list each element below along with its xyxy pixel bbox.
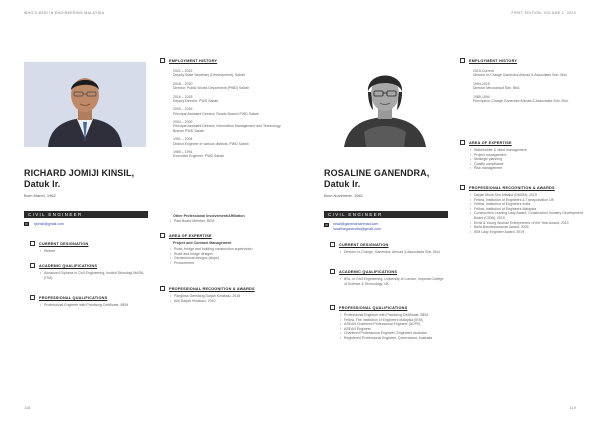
list-item: • Quality compliance bbox=[474, 162, 580, 167]
section-employment bbox=[160, 58, 280, 66]
section-marker bbox=[460, 58, 465, 63]
section-marker bbox=[30, 241, 35, 246]
email-icon: ✉ bbox=[325, 222, 328, 227]
section-title: PROFESSIONAL QUALIFICATIONS bbox=[39, 295, 108, 300]
running-head: WHO'S WHO IN ENGINEERING MALAYSIA bbox=[24, 11, 105, 15]
section-title: EMPLOYMENT HISTORY bbox=[469, 58, 518, 63]
section-marker bbox=[160, 286, 165, 291]
section-marker bbox=[330, 242, 335, 247]
name-line-1: RICHARD JOMIJI KINSIL, bbox=[24, 168, 135, 178]
list-item: • Registered Professional Engineer, Queensland, Australia bbox=[344, 336, 445, 341]
section-current-designation bbox=[30, 241, 145, 254]
section-marker bbox=[460, 140, 465, 145]
page-number: 118 bbox=[24, 405, 31, 410]
involvement-list bbox=[160, 219, 280, 224]
list-item: • ASEAN Chartered Professional Engineer (ACPE) bbox=[344, 322, 445, 327]
section-marker bbox=[330, 305, 335, 310]
name-line-1: ROSALINE GANENDRA, bbox=[324, 168, 430, 178]
person-name bbox=[24, 168, 149, 189]
birth-date: Born March, 1962 bbox=[24, 193, 56, 198]
list-item: • Construction Leading Lady Award, Construction Industry Development Board (CIDB), 2019 bbox=[474, 211, 585, 220]
email-link[interactable]: rjkinsil@gmail.com bbox=[34, 222, 65, 226]
section-academic bbox=[30, 263, 145, 280]
employment-item: 2021 – 2022 Deputy State Secretary (Development), Sabah bbox=[173, 69, 246, 78]
employment-list bbox=[173, 69, 281, 163]
employment-item: 2016 – 2018 Deputy Director, PWD Sabah bbox=[173, 94, 219, 103]
section-title: PROFESSIONAL QUALIFICATIONS bbox=[339, 305, 408, 310]
list-item: • Road, bridge and building construction supervision bbox=[174, 247, 280, 252]
portrait-photo bbox=[324, 62, 446, 147]
list-item: • Strategic planning bbox=[474, 157, 580, 162]
page-number: 119 bbox=[569, 405, 576, 410]
list-item: • Fellow, Institution of Engineers & Transportation UK bbox=[474, 198, 585, 203]
person-name bbox=[324, 168, 449, 189]
list-item: • Professional Engineer with Practising Certificate, BEM bbox=[44, 303, 145, 308]
section-professional bbox=[30, 295, 145, 308]
employment-item: 1994-2015 Director Mecconsult Sdn. Bhd. bbox=[473, 81, 521, 91]
birth-date: Born November, 1961 bbox=[324, 193, 363, 198]
name-line-2: Datuk Ir. bbox=[24, 178, 61, 189]
section-title: PROFESSIONAL RECOGNITION & AWARDS bbox=[469, 185, 555, 190]
list-item: • IEM Lady Engineer Award, 2019 bbox=[474, 230, 585, 235]
section-marker bbox=[30, 295, 35, 300]
list-item: • Panglima Gemilang Darjah Kinabalu, 2018 bbox=[174, 294, 280, 299]
list-item: • Project management bbox=[474, 153, 580, 158]
portrait-photo bbox=[24, 62, 146, 147]
list-item: • Road and bridge designs bbox=[174, 252, 280, 257]
section-expertise bbox=[160, 233, 280, 265]
section-academic bbox=[330, 269, 445, 286]
section-title: EMPLOYMENT HISTORY bbox=[169, 58, 218, 63]
list-item: • Risk management bbox=[474, 166, 580, 171]
role-banner: CIVIL ENGINEER bbox=[24, 211, 148, 218]
expertise-subhead: Project and Contract Management bbox=[173, 241, 232, 245]
list-item: • Past Board Member, BEM bbox=[174, 219, 280, 224]
employment-item: 1985-1994 Principal In-Charge Ganendra Ahmad & Associates Sdn. Bhd. bbox=[473, 94, 569, 103]
list-item: • Fellow, The Institution of Engineers Malaysia (IEM) bbox=[344, 318, 445, 323]
role-banner: CIVIL ENGINEER bbox=[324, 211, 448, 218]
section-title: ACADEMIC QUALIFICATIONS bbox=[39, 263, 98, 268]
list-item: • Chartered Professional Engineer, Engineers Australia bbox=[344, 331, 445, 336]
section-title: ACADEMIC QUALIFICATIONS bbox=[339, 269, 398, 274]
email-link[interactable]: rosal@ganendraahmad.com bbox=[333, 222, 379, 226]
employment-item: 2015-Current Director In-Charge Ganendra Ahmad & Associates Sdn. Bhd. bbox=[473, 69, 568, 78]
list-item: • Director In-Charge, Ganendra, Ahmad & Associates Sdn. Bhd. bbox=[344, 250, 445, 255]
section-marker bbox=[30, 263, 35, 268]
list-item: • Fellow, Institution of Engineers India bbox=[474, 202, 585, 207]
email-icon: ✉ bbox=[25, 222, 28, 227]
involvement-title: Other Professional Involvement/Affiliation bbox=[173, 214, 245, 218]
list-item: • Procurement bbox=[174, 261, 280, 266]
section-awards bbox=[160, 286, 280, 303]
employment-item: 2004 – 2009 Principal Assistant Director, Information Management and Technology Branch PWD Sabah bbox=[173, 120, 281, 133]
section-marker bbox=[160, 233, 165, 238]
section-professional bbox=[330, 305, 445, 341]
list-item: • Fellow, Institution of Engineers Malaysia bbox=[474, 207, 585, 212]
section-current-designation bbox=[330, 242, 445, 255]
section-title: AREA OF EXPERTISE bbox=[169, 233, 212, 238]
list-item: • Geotechnical designs (slope) bbox=[174, 256, 280, 261]
name-line-2: Datuk Ir. bbox=[324, 178, 361, 189]
employment-item: 2009 – 2016 Principal Assistant Director, Roads Branch PWD Sabah bbox=[173, 107, 259, 116]
list-item: • Professional Engineer with Practising Certificate, BEM bbox=[344, 313, 445, 318]
list-item: • Bella Businesswoman Award, 2009 bbox=[474, 225, 585, 230]
section-awards bbox=[460, 185, 585, 234]
section-title: PROFESSIONAL RECOGNITION & AWARDS bbox=[169, 286, 255, 291]
section-employment bbox=[460, 58, 580, 66]
right-page bbox=[300, 0, 600, 424]
employment-item: 1985 – 1991 Executive Engineer, PWD Sabah bbox=[173, 149, 225, 159]
employment-item: 2018 – 2020 Director, Public Works Department (PWD) Sabah bbox=[173, 81, 250, 91]
running-head: FIRST EDITION, VOLUME 1, 2024 bbox=[511, 11, 576, 15]
employment-item: 1991 – 2004 District Engineer in various districts, PWD Sabah bbox=[173, 137, 249, 146]
section-title: AREA OF EXPERTISE bbox=[469, 140, 512, 145]
list-item: • Stakeholder & client management bbox=[474, 148, 580, 153]
email-link[interactable]: rosalineganendra@gmail.com bbox=[333, 226, 381, 231]
list-item: • Advanced Diploma in Civil Engineering, Institut Teknologi MARA, (ITM) bbox=[44, 271, 145, 280]
section-marker bbox=[330, 269, 335, 274]
list-item: • BSc. in Civil Engineering, University of London, Imperial College of Science & Technology, UK bbox=[344, 277, 445, 286]
section-title: CURRENT DESIGNATION bbox=[39, 241, 89, 246]
list-item: • Ernst & Young Woman Entrepreneur of the Year Award, 2013 bbox=[474, 221, 585, 226]
section-marker bbox=[460, 185, 465, 190]
section-expertise bbox=[460, 140, 580, 171]
email-row bbox=[24, 222, 64, 226]
list-item: • Retiree bbox=[44, 249, 145, 254]
section-marker bbox=[160, 58, 165, 63]
employment-list bbox=[473, 69, 581, 107]
email-row bbox=[324, 222, 381, 231]
list-item: • ASEAN Engineer bbox=[344, 327, 445, 332]
section-title: CURRENT DESIGNATION bbox=[339, 242, 389, 247]
list-item: • Darjah Mulia Seri Melaka (DMSM), 2019 bbox=[474, 193, 585, 198]
list-item: • Ahli Darjah Kinabalu, 2010 bbox=[174, 299, 280, 304]
